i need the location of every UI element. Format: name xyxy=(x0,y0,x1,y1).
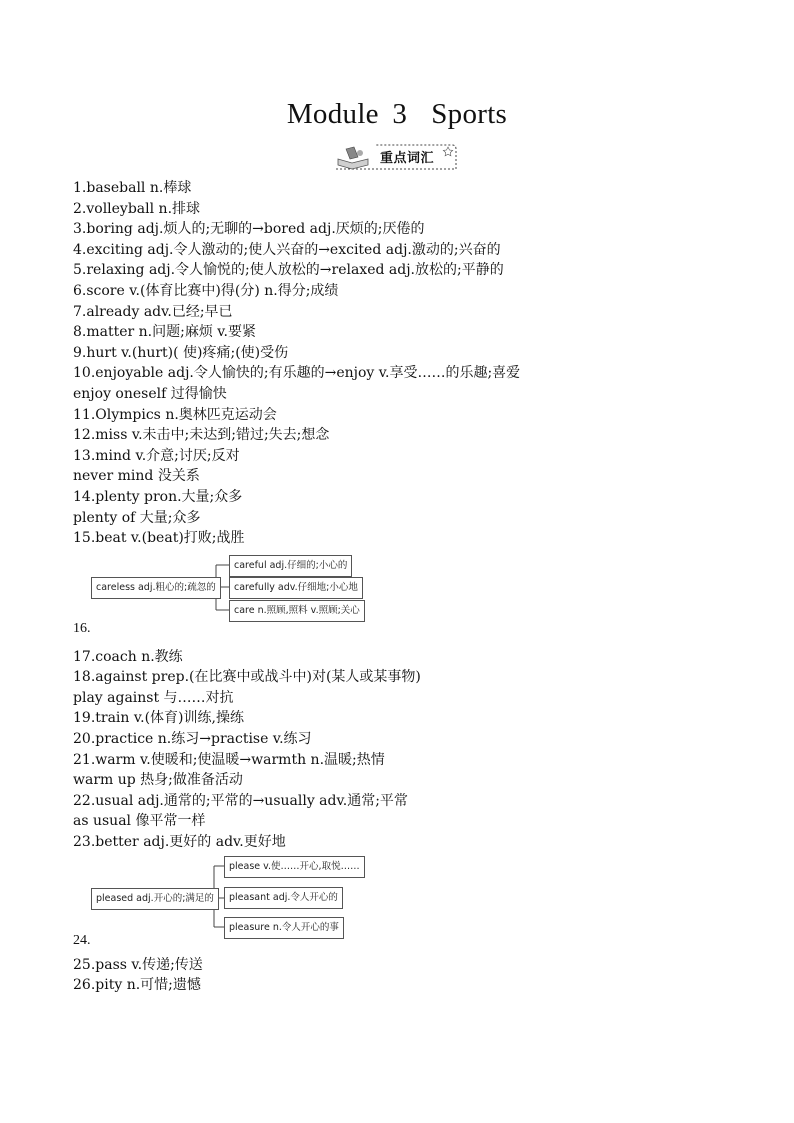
vocab-entry: 21.warm v.使暖和;使温暖→warmth n.温暖;热情 xyxy=(73,751,385,768)
branch-word-box: carefully adv.仔细地;小心地 xyxy=(229,577,363,599)
vocab-entry: enjoy oneself 过得愉快 xyxy=(73,385,227,402)
vocab-entry: 8.matter n.问题;麻烦 v.要紧 xyxy=(73,324,256,341)
vocab-entry: as usual 像平常一样 xyxy=(73,813,206,830)
root-word-box: careless adj.粗心的;疏忽的 xyxy=(91,577,221,599)
branch-word-box: please v.使……开心,取悦…… xyxy=(224,856,365,878)
vocab-entry: 20.practice n.练习→practise v.练习 xyxy=(73,731,312,748)
branch-word-box: care n.照顾,照料 v.照顾;关心 xyxy=(229,600,365,622)
section-label: 重点词汇 xyxy=(380,151,435,166)
vocab-entry: 7.already adv.已经;早已 xyxy=(73,303,233,320)
vocab-entry: 5.relaxing adj.令人愉悦的;使人放松的→relaxed adj.放松的;平静的 xyxy=(73,262,504,279)
vocab-entry: 22.usual adj.通常的;平常的→usually adv.通常;平常 xyxy=(73,792,408,809)
vocab-entry: 13.mind v.介意;讨厌;反对 xyxy=(73,447,240,464)
module-label: Module 3 xyxy=(286,98,408,130)
vocab-entry: 25.pass v.传递;传送 xyxy=(73,956,203,973)
branch-word-box: careful adj.仔细的;小心的 xyxy=(229,555,352,577)
vocab-entry: 17.coach n.教练 xyxy=(73,648,183,665)
word-family-diagram-24 xyxy=(73,855,773,955)
vocab-entry: 14.plenty pron.大量;众多 xyxy=(73,488,243,505)
branch-word-box: pleasure n.令人开心的事 xyxy=(224,917,344,939)
topic-label: Sports xyxy=(431,98,508,130)
page-title xyxy=(0,98,794,131)
root-word-box: pleased adj.开心的;满足的 xyxy=(91,888,219,910)
star-icon xyxy=(443,147,452,156)
vocab-entry: 3.boring adj.烦人的;无聊的→bored adj.厌烦的;厌倦的 xyxy=(73,221,425,238)
book-icon xyxy=(338,147,368,169)
vocab-entry: play against 与……对抗 xyxy=(73,689,234,706)
vocab-entry: 15.beat v.(beat)打败;战胜 xyxy=(73,530,245,547)
vocab-entry: 18.against prep.(在比赛中或战斗中)对(某人或某事物) xyxy=(73,669,421,686)
vocab-entry: 19.train v.(体育)训练,操练 xyxy=(73,710,244,727)
vocab-entry: 23.better adj.更好的 adv.更好地 xyxy=(73,834,286,851)
branch-word-box: pleasant adj.令人开心的 xyxy=(224,887,343,909)
vocab-entry: warm up 热身;做准备活动 xyxy=(73,772,243,789)
vocab-list xyxy=(73,178,773,996)
vocab-entry: never mind 没关系 xyxy=(73,468,200,485)
vocab-entry: 10.enjoyable adj.令人愉快的;有乐趣的→enjoy v.享受……的乐趣;喜爱 xyxy=(73,365,521,382)
item-number: 16. xyxy=(73,620,91,636)
word-family-diagram-16 xyxy=(73,551,773,647)
vocab-entry: 4.exciting adj.令人激动的;使人兴奋的→excited adj.激动的;兴奋的 xyxy=(73,241,501,258)
vocab-entry: 1.baseball n.棒球 xyxy=(73,180,192,196)
item-number: 24. xyxy=(73,932,91,948)
vocab-entry: 6.score v.(体育比赛中)得(分) n.得分;成绩 xyxy=(73,282,339,299)
vocab-entry: 26.pity n.可惜;遗憾 xyxy=(73,977,201,994)
vocab-entry: 2.volleyball n.排球 xyxy=(73,200,201,217)
vocab-entry: 11.Olympics n.奥林匹克运动会 xyxy=(73,406,277,423)
vocab-entry: 12.miss v.未击中;未达到;错过;失去;想念 xyxy=(73,427,330,444)
vocab-entry: 9.hurt v.(hurt)( 使)疼痛;(使)受伤 xyxy=(73,344,289,361)
vocab-entry: plenty of 大量;众多 xyxy=(73,509,201,526)
